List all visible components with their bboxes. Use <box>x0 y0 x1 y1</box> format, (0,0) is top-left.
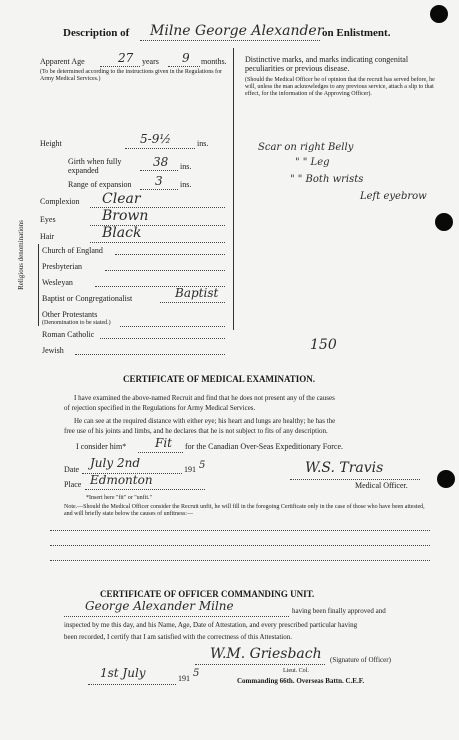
girth-label: Girth when fully expanded <box>68 157 122 176</box>
religion-church-of-england: Church of England <box>42 246 103 255</box>
marks-note: (Should the Medical Officer be of opinion that the recruit has served before, he will, unless the man acknowledges to any previous service, attach a slip to that effect, for the information of the Approving Officer). <box>245 77 435 98</box>
name-line <box>140 40 320 41</box>
consider-suffix: for the Canadian Over-Seas Expeditionary Force. <box>185 442 344 451</box>
fit-line <box>138 452 183 453</box>
medical-year-value: 5 <box>199 460 206 471</box>
religion-line-2 <box>105 270 225 271</box>
hair-line <box>90 242 225 243</box>
commanding-date-line <box>88 684 176 685</box>
punch-hole-top <box>430 5 448 23</box>
marks-line-4: Left eyebrow <box>360 191 427 202</box>
months-label: months. <box>201 57 227 66</box>
commanding-name-line <box>64 616 289 617</box>
marks-heading: Distinctive marks, and marks indicating congenital peculiarities or previous disease. <box>245 55 409 74</box>
punch-hole-middle <box>435 213 453 231</box>
religious-denominations-label: Religious denominations <box>17 220 25 290</box>
commanding-year-value: 5 <box>193 668 200 679</box>
commanding-signature-line <box>195 664 325 665</box>
medical-date-value: July 2nd <box>90 456 141 470</box>
unfit-line-1 <box>50 530 430 531</box>
eyes-value: Brown <box>102 208 149 224</box>
commanding-unit: Commanding 66th. Overseas Battn. C.E.F. <box>237 677 365 685</box>
religion-line-6 <box>100 338 225 339</box>
religion-line-4 <box>160 302 225 303</box>
religion-wesleyan: Wesleyan <box>42 278 73 287</box>
commanding-para-3: been recorded, I certify that I am satisfied with the correctness of this Attestation. <box>64 633 293 641</box>
commanding-para-1: having been finally approved and <box>292 607 386 615</box>
commanding-signature-label: (Signature of Officer) <box>330 656 391 664</box>
religion-presbyterian: Presbyterian <box>42 262 82 271</box>
consider-prefix: I consider him* <box>76 442 127 451</box>
years-label: years <box>142 57 159 66</box>
girth-value: 38 <box>153 155 169 169</box>
hair-label: Hair <box>40 232 55 241</box>
medical-place-value: Edmonton <box>90 473 153 487</box>
fit-value: Fit <box>155 436 172 450</box>
religion-bracket <box>38 244 39 326</box>
title-suffix: on Enlistment. <box>322 27 391 39</box>
punch-hole-bottom <box>437 470 455 488</box>
age-note: (To be determined according to the instructions given in the Regulations for Army Medical Services.) <box>40 69 223 83</box>
religion-other-note: (Denomination to be stated.) <box>42 320 111 326</box>
height-unit: ins. <box>197 139 209 148</box>
height-value: 5-9½ <box>140 132 171 146</box>
commanding-date-value: 1st July <box>100 666 146 680</box>
range-label: Range of expansion <box>68 180 132 189</box>
range-unit: ins. <box>180 180 192 189</box>
commanding-rank: Lieut. Col. <box>283 668 309 674</box>
medical-heading: CERTIFICATE OF MEDICAL EXAMINATION. <box>123 374 316 384</box>
religion-line-7 <box>75 354 225 355</box>
hair-value: Black <box>102 225 142 241</box>
medical-para-2b: free use of his joints and limbs, and he declares that he is not subject to fits of any description. <box>64 427 328 435</box>
commanding-para-2: inspected by me this day, and his Name, Age, Date of Attestation, and every prescribed particular having <box>64 621 358 629</box>
unfit-note: Note.—Should the Medical Officer consider the Recruit unfit, he will fill in the foregoing Certificate only in the case of those who have been attested, and will briefly state below the causes of unfitness:— <box>64 504 425 518</box>
commanding-heading: CERTIFICATE OF OFFICER COMMANDING UNIT. <box>100 589 315 599</box>
commanding-officer-signature: W.M. Griesbach <box>210 646 322 662</box>
religion-roman-catholic: Roman Catholic <box>42 330 95 339</box>
medical-date-label: Date <box>64 465 80 474</box>
girth-unit: ins. <box>180 162 192 171</box>
medical-place-line <box>85 489 205 490</box>
medical-signature-line <box>290 479 420 480</box>
eyes-label: Eyes <box>40 215 56 224</box>
range-value: 3 <box>155 174 163 188</box>
recruit-name-handwritten: Milne George Alexander <box>150 23 324 39</box>
marks-line-2: " " Leg <box>295 157 330 168</box>
range-line <box>140 189 178 190</box>
religion-other-protestants: Other Protestants <box>42 310 98 319</box>
years-line <box>100 66 140 67</box>
religion-line-5 <box>120 326 225 327</box>
commanding-year-prefix: 191 <box>178 674 190 683</box>
apparent-age-label: Apparent Age <box>40 57 85 66</box>
months-line <box>168 66 200 67</box>
religion-jewish: Jewish <box>42 346 64 355</box>
religion-baptist-value: Baptist <box>175 286 219 300</box>
medical-officer-signature: W.S. Travis <box>305 460 384 476</box>
fit-footnote: *Insert here "fit" or "unfit." <box>86 495 152 501</box>
religion-line-1 <box>115 254 225 255</box>
stamp-number: 150 <box>310 337 337 353</box>
religion-baptist: Baptist or Congregationalist <box>42 294 133 303</box>
medical-place-label: Place <box>64 480 82 489</box>
height-label: Height <box>40 139 62 148</box>
marks-line-3: " " Both wrists <box>290 174 364 185</box>
months-value: 9 <box>182 51 190 65</box>
title-prefix: Description of <box>63 27 130 39</box>
girth-line <box>140 170 178 171</box>
top-section-divider <box>233 48 234 330</box>
medical-para-1b: of rejection specified in the Regulations for Army Medical Services. <box>64 404 256 412</box>
medical-year-prefix: 191 <box>184 465 196 474</box>
medical-officer-label: Medical Officer. <box>355 481 408 490</box>
unfit-line-3 <box>50 560 430 561</box>
commanding-recruit-name: George Alexander Milne <box>85 599 234 613</box>
complexion-label: Complexion <box>40 197 80 206</box>
medical-para-2: He can see at the required distance with either eye; his heart and lungs are healthy; he has the <box>74 417 336 425</box>
medical-para-1: I have examined the above-named Recruit and find that he does not present any of the causes <box>74 394 335 402</box>
complexion-value: Clear <box>102 191 141 207</box>
marks-line-1: Scar on right Belly <box>258 142 354 153</box>
height-line <box>125 148 195 149</box>
unfit-line-2 <box>50 545 430 546</box>
years-value: 27 <box>118 51 134 65</box>
